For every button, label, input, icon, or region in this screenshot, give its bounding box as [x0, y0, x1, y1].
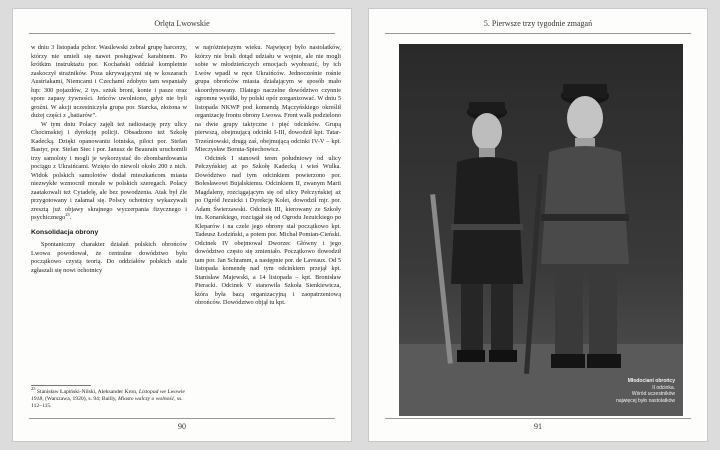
footnotes	[31, 385, 187, 411]
header-rule-right	[385, 33, 691, 34]
caption-line: II odcinka.	[652, 384, 675, 391]
text-column-1	[31, 44, 187, 275]
historical-photo	[399, 44, 683, 416]
paragraph: Spontaniczny charakter działań polskich obrońców Lwowa powodował, że centralne dowództwo było początkowo czystą teorią. Do oddziałów polskich stale zgłaszali się nowi ochotnicy	[31, 241, 187, 274]
paragraph-text: W tym dniu Polacy zajęli też radiostację przy ulicy Chocimskiej i dyrekcję policji. Obsadzono też Szkołę Kadecką. Dzięki opanowaniu lotniska, piloci por. Stefan Bastyr, por. Stefan Stec i por. Janusz de Beaurain uruchomili trzy samoloty i mogli je wykorzystać do zbombardowania pociągu z Ukraińcami. Wzięto do niewoli około 200 z nich. Widok polskich samolotów dodał mieszkańcom miasta niezwykłe wzmocnił morale w polskich szeregach. Polacy zaatakowali też Cytadelę, ale bez powodzenia. Atak był źle przygotowany i załamał się. Polscy ochotnicy wykazywali zresztą już objawy skrajnego wyczerpania fizycznego i psychicznego	[31, 120, 187, 221]
left-page	[12, 8, 352, 442]
paragraph: Odcinek I stanowił teren południowy od ulicy Pełczyńskiej aż po Szkołę Kadecką i wieś Wulka. Dowództwo nad tym odcinkiem powierzono por. Bolesławowi Bujalskiemu. Odcinkiem II, zwanym Marii Magdaleny, rozciągającym się od ulicy Pełczyńskiej aż po Ogród Jezuicki i Dyrekcję Kolei, dowodził mjr. por. Adam Świerzawski. Odcinek III, kierowany ze Szkoły im. Konarskiego, rozciągał się od Ogrodu Jezuickiego po Kleparów i na czele jego obrony stał początkowo kpt. Tadeusz Łodziński, a potem por. Michał Pomian-Cieński. Odcinek IV obejmował Dworzec Główny i jego dowództwo często się zmieniało. Początkowo dowodził tam por. Jan Schramm, a następnie por. de Laveaux. Od 5 listopada komendę nad tym odcinkiem przejął kpt. Stanisław Majewski, a 14 listopada – kpt. Bronisław Pieracki. Odcinek V stanowiła Szkoła Sienkiewicza, która była bazą organizacyjną i zaopatrzeniową obrońców. Dowództwo objął tu kpt.	[195, 154, 341, 306]
running-head-left: Orlęta Lwowskie	[154, 19, 210, 28]
footnote-title: Miasto walczy o wolność,	[117, 396, 176, 403]
footnote-text: Stanisław Łapiński-Nilski, Aleksander Kron,	[36, 389, 138, 395]
section-heading: Konsolidacja obrony	[31, 228, 99, 236]
running-head-right: 5. Pierwsze trzy tygodnie zmagań	[483, 19, 593, 28]
footnote-title: Listopad we Lwowie 1918,	[31, 389, 185, 403]
right-page	[368, 8, 708, 442]
caption-title: Młodociani obrońcy	[627, 378, 675, 385]
paragraph: W tym dniu Polacy zajęli też radiostację przy ulicy Chocimskiej i dyrekcję policji. Obsadzono też Szkołę Kadecką. Dzięki opanowaniu lotniska, piloci por. Stefan Bastyr, por. Stefan Stec i por. Janusz de Beaurain uruchomili trzy samoloty i mogli je wykorzystać do zbombardowania pociągu z Ukraińcami. Wzięto do niewoli około 200 z nich. Widok polskich samolotów dodał mieszkańcom miasta niezwykłe wzmocnił morale w polskich szeregach. Polacy zaatakowali też Cytadelę, ale bez powodzenia. Atak był źle przygotowany i załamał się. Polscy ochotnicy wykazywali zresztą już objawy skrajnego wyczerpania fizycznego i psychicznego$^{25}$.	[31, 120, 187, 221]
text-column-2	[195, 44, 341, 308]
caption-line: najwięcej było nastolatków	[616, 397, 675, 404]
footnote-rule	[31, 385, 91, 386]
footnote-text: ss. 112–115.	[31, 396, 183, 410]
footnote-text: (Warszawa, 1920), s. 94; Bailly,	[45, 396, 117, 403]
caption-line: Wśród uczestników	[631, 391, 675, 398]
footnote-ref: 25	[65, 211, 70, 217]
footer-rule-right	[385, 418, 691, 419]
paragraph: w dniu 3 listopada pchor. Wasilewski zebrał grupę harcerzy, którzy nie umieli się nawet posługiwać karabinem. Po krótkim instruktażu por. Kochański oddział kompletnie zaskoczył strażników. Poza ukrywającymi się w koszarach Austriakami, Niemcami i Czechami zdobyto tam wspaniały łup: 300 pojazdów, 2 tys. sztuk broni, konie i pasze oraz spore zapasy żywności. Jeńców uwolniono, gdyż nie byli groźni. W akcji uczestniczyła grupa por. Starcka, złożona w dużej części z „batiarów”.	[31, 44, 187, 119]
header-rule-left	[29, 33, 335, 34]
photo-illustration	[399, 44, 683, 416]
footnote	[31, 386, 187, 411]
page-number-left: 90	[178, 422, 186, 431]
paragraph: w najróżniejszym wieku. Najwięcej było nastolatków, którzy nie brali dotąd udziału w wojnie, ale nie mogli sobie w młodzieńczych emocjach wyobrazić, by ich Lwów wpadł w ręce Ukraińców. Jednocześnie rośnie grupa obrońców miasta działającym w sposób mało skoordynowany. Dlatego naczelne dowództwo czynnie ogromne wysiłki, by polski opór zorganizować. W dniu 5 listopada NKWP pod komendą Mączyńskiego określił organizację frontu obrony Lwowa. Front walk podzielono na dwie grupy taktyczne i pięć odcinków. Grupą pierwszą, obejmującą odcinki I-III, dowodził kpt. Tatar-Trześniowski, drugą zaś, obejmującą odcinki IV-V – kpt. Mieczysław Boruta-Spiechowicz.	[195, 44, 341, 153]
footer-rule-left	[29, 418, 335, 419]
footnote-number: 25	[31, 386, 36, 392]
page-number-right: 91	[534, 422, 542, 431]
photo-caption	[613, 378, 675, 404]
